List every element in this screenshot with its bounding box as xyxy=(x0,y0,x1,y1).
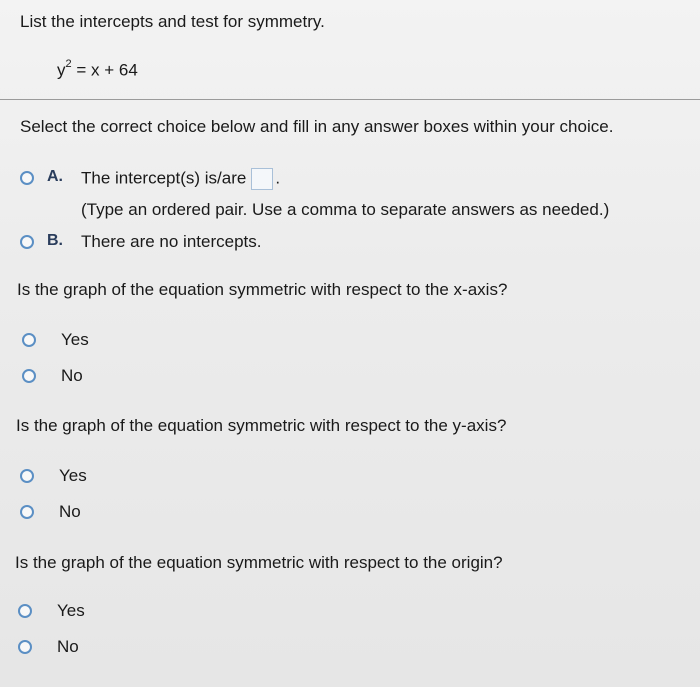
option-a-hint: (Type an ordered pair. Use a comma to separate answers as needed.) xyxy=(81,200,610,219)
radio-origin-yes[interactable] xyxy=(18,604,32,618)
radio-y-axis-no[interactable] xyxy=(20,505,34,519)
x-axis-yes-label: Yes xyxy=(61,330,89,349)
intercept-answer-box[interactable] xyxy=(251,168,273,190)
question-x-axis: Is the graph of the equation symmetric with respect to the x-axis? xyxy=(17,280,508,299)
option-a-period: . xyxy=(275,168,281,188)
equation-exponent: 2 xyxy=(65,58,72,70)
option-a-text xyxy=(81,168,280,190)
origin-yes-label: Yes xyxy=(57,601,85,620)
option-b-letter: B. xyxy=(47,232,63,249)
question-y-axis: Is the graph of the equation symmetric with respect to the y-axis? xyxy=(16,416,507,435)
question-origin: Is the graph of the equation symmetric with respect to the origin? xyxy=(15,553,503,572)
radio-x-axis-no[interactable] xyxy=(22,369,36,383)
equation xyxy=(57,60,138,81)
instruction-text: List the intercepts and test for symmetry. xyxy=(20,12,325,31)
choice-instruction: Select the correct choice below and fill in any answer boxes within your choice. xyxy=(20,117,614,136)
y-axis-yes-label: Yes xyxy=(59,466,87,485)
radio-origin-no[interactable] xyxy=(18,640,32,654)
section-divider xyxy=(0,99,700,100)
equation-rest: = x + 64 xyxy=(71,60,138,80)
y-axis-no-label: No xyxy=(59,502,81,521)
option-b-text: There are no intercepts. xyxy=(81,232,262,251)
option-a-letter: A. xyxy=(47,168,63,185)
x-axis-no-label: No xyxy=(61,366,83,385)
radio-y-axis-yes[interactable] xyxy=(20,469,34,483)
origin-no-label: No xyxy=(57,637,79,656)
radio-x-axis-yes[interactable] xyxy=(22,333,36,347)
radio-option-b[interactable] xyxy=(20,235,34,249)
equation-base: y xyxy=(57,60,66,80)
radio-option-a[interactable] xyxy=(20,171,34,185)
option-a-label: The intercept(s) is/are xyxy=(81,168,247,188)
